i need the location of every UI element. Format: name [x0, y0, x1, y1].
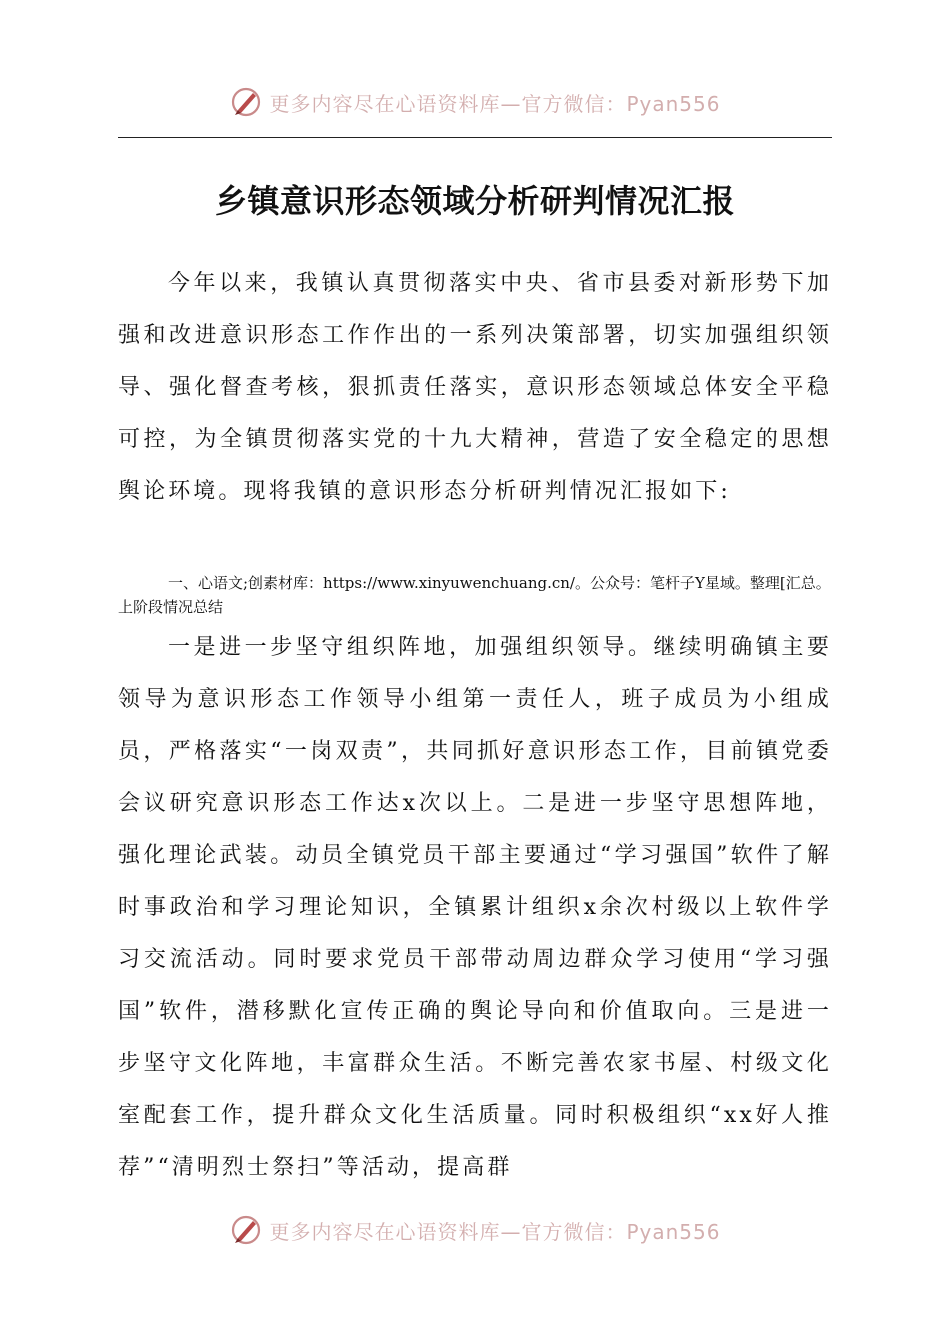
footer-watermark-banner [0, 1210, 950, 1250]
header-watermark-banner [0, 82, 950, 122]
section-heading-note: 一、心语文;创素材库：https://www.xinyuwenchuang.cn/。公众号：笔杆子Y星域。整理[汇总。上阶段情况总结 [118, 574, 831, 616]
header-divider [118, 137, 832, 138]
pen-logo-icon [229, 1213, 263, 1247]
pen-logo-icon [229, 85, 263, 119]
body-paragraph: 一是进一步坚守组织阵地，加强组织领导。继续明确镇主要领导为意识形态工作领导小组第一责任人，班子成员为小组成员，严格落实“一岗双责”，共同抓好意识形态工作，目前镇党委会议研究意识形态工作达x次以上。二是进一步坚守思想阵地，强化理论武装。动员全镇党员干部主要通过“学习强国”软件了解时事政治和学习理论知识，全镇累计组织x余次村级以上软件学习交流活动。同时要求党员干部带动周边群众学习使用“学习强国”软件，潜移默化宣传正确的舆论导向和价值取向。三是进一步坚守文化阵地，丰富群众生活。不断完善农家书屋、村级文化室配套工作，提升群众文化生活质量。同时积极组织“xx好人推荐”“清明烈士祭扫”等活动，提高群 [118, 635, 832, 1180]
body-paragraph: 今年以来，我镇认真贯彻落实中央、省市县委对新形势下加强和改进意识形态工作作出的一系列决策部署，切实加强组织领导、强化督查考核，狠抓责任落实，意识形态领域总体安全平稳可控，为全镇贯彻落实党的十九大精神，营造了安全稳定的思想舆论环境。现将我镇的意识形态分析研判情况汇报如下: [118, 271, 832, 504]
banner-text: 更多内容尽在心语资料库—官方微信：Pyan556 [269, 91, 721, 116]
banner-text: 更多内容尽在心语资料库—官方微信：Pyan556 [269, 1219, 721, 1244]
document-title: 乡镇意识形态领域分析研判情况汇报 [214, 182, 735, 220]
